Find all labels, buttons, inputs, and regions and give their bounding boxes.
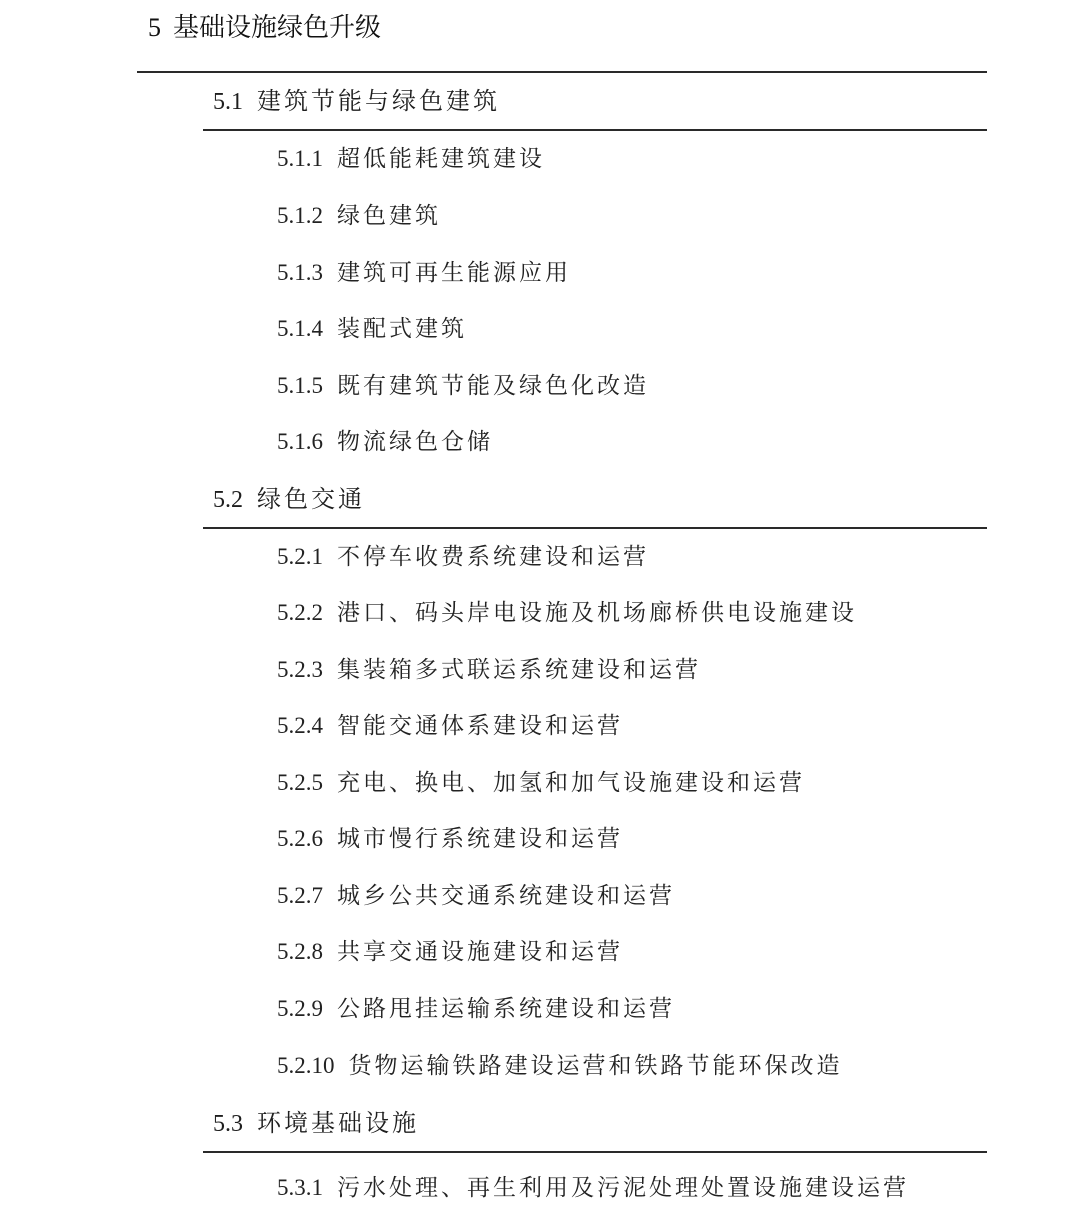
item-title: 建筑可再生能源应用 xyxy=(337,260,571,286)
list-item xyxy=(277,992,675,1026)
item-title: 城市慢行系统建设和运营 xyxy=(337,826,623,852)
item-number: 5.1.3 xyxy=(277,260,323,285)
section-divider xyxy=(203,1151,987,1153)
item-number: 5.1.2 xyxy=(277,203,323,228)
section-title: 建筑节能与绿色建筑 xyxy=(257,87,500,115)
item-number: 5.1.5 xyxy=(277,373,323,398)
item-number: 5.1.1 xyxy=(277,146,323,171)
item-title: 公路甩挂运输系统建设和运营 xyxy=(337,996,675,1022)
item-number: 5.2.9 xyxy=(277,996,323,1021)
item-title: 既有建筑节能及绿色化改造 xyxy=(337,373,649,399)
item-number: 5.2.6 xyxy=(277,826,323,851)
item-title: 智能交通体系建设和运营 xyxy=(337,713,623,739)
list-item xyxy=(277,199,441,233)
chapter-number: 5 xyxy=(148,13,161,42)
list-item xyxy=(277,1171,909,1205)
section-heading-5-3 xyxy=(213,1106,419,1141)
item-title: 货物运输铁路建设运营和铁路节能环保改造 xyxy=(348,1053,843,1079)
item-number: 5.1.6 xyxy=(277,429,323,454)
item-title: 绿色建筑 xyxy=(337,203,441,229)
list-item xyxy=(277,425,493,459)
list-item xyxy=(277,369,649,403)
item-number: 5.2.1 xyxy=(277,544,323,569)
item-title: 超低能耗建筑建设 xyxy=(337,146,545,172)
item-number: 5.2.3 xyxy=(277,657,323,682)
list-item xyxy=(277,142,545,176)
item-title: 共享交通设施建设和运营 xyxy=(337,939,623,965)
section-heading-5-2 xyxy=(213,482,365,517)
item-number: 5.3.1 xyxy=(277,1175,323,1200)
section-heading-5-1 xyxy=(213,84,500,119)
item-number: 5.2.5 xyxy=(277,770,323,795)
item-number: 5.2.8 xyxy=(277,939,323,964)
item-title: 集装箱多式联运系统建设和运营 xyxy=(337,657,701,683)
section-number: 5.3 xyxy=(213,1111,243,1137)
item-title: 污水处理、再生利用及污泥处理处置设施建设运营 xyxy=(337,1175,909,1201)
list-item xyxy=(277,822,623,856)
chapter-heading xyxy=(148,10,381,46)
list-item xyxy=(277,540,649,574)
section-title: 环境基础设施 xyxy=(257,1109,419,1137)
list-item xyxy=(277,653,701,687)
section-number: 5.2 xyxy=(213,487,243,513)
item-number: 5.2.4 xyxy=(277,713,323,738)
list-item xyxy=(277,596,857,630)
item-title: 港口、码头岸电设施及机场廊桥供电设施建设 xyxy=(337,600,857,626)
list-item xyxy=(277,1049,843,1083)
list-item xyxy=(277,766,805,800)
list-item xyxy=(277,935,623,969)
list-item xyxy=(277,879,675,913)
item-number: 5.1.4 xyxy=(277,316,323,341)
item-number: 5.2.7 xyxy=(277,883,323,908)
item-title: 充电、换电、加氢和加气设施建设和运营 xyxy=(337,770,805,796)
list-item xyxy=(277,709,623,743)
section-number: 5.1 xyxy=(213,89,243,115)
item-title: 物流绿色仓储 xyxy=(337,429,493,455)
section-divider xyxy=(203,527,987,529)
chapter-title: 基础设施绿色升级 xyxy=(173,13,382,43)
section-title: 绿色交通 xyxy=(257,485,365,513)
list-item xyxy=(277,256,571,290)
chapter-divider xyxy=(137,71,987,73)
item-title: 不停车收费系统建设和运营 xyxy=(337,544,649,570)
item-number: 5.2.2 xyxy=(277,600,323,625)
item-title: 城乡公共交通系统建设和运营 xyxy=(337,883,675,909)
item-title: 装配式建筑 xyxy=(337,316,467,342)
list-item xyxy=(277,312,467,346)
section-divider xyxy=(203,129,987,131)
item-number: 5.2.10 xyxy=(277,1053,335,1078)
